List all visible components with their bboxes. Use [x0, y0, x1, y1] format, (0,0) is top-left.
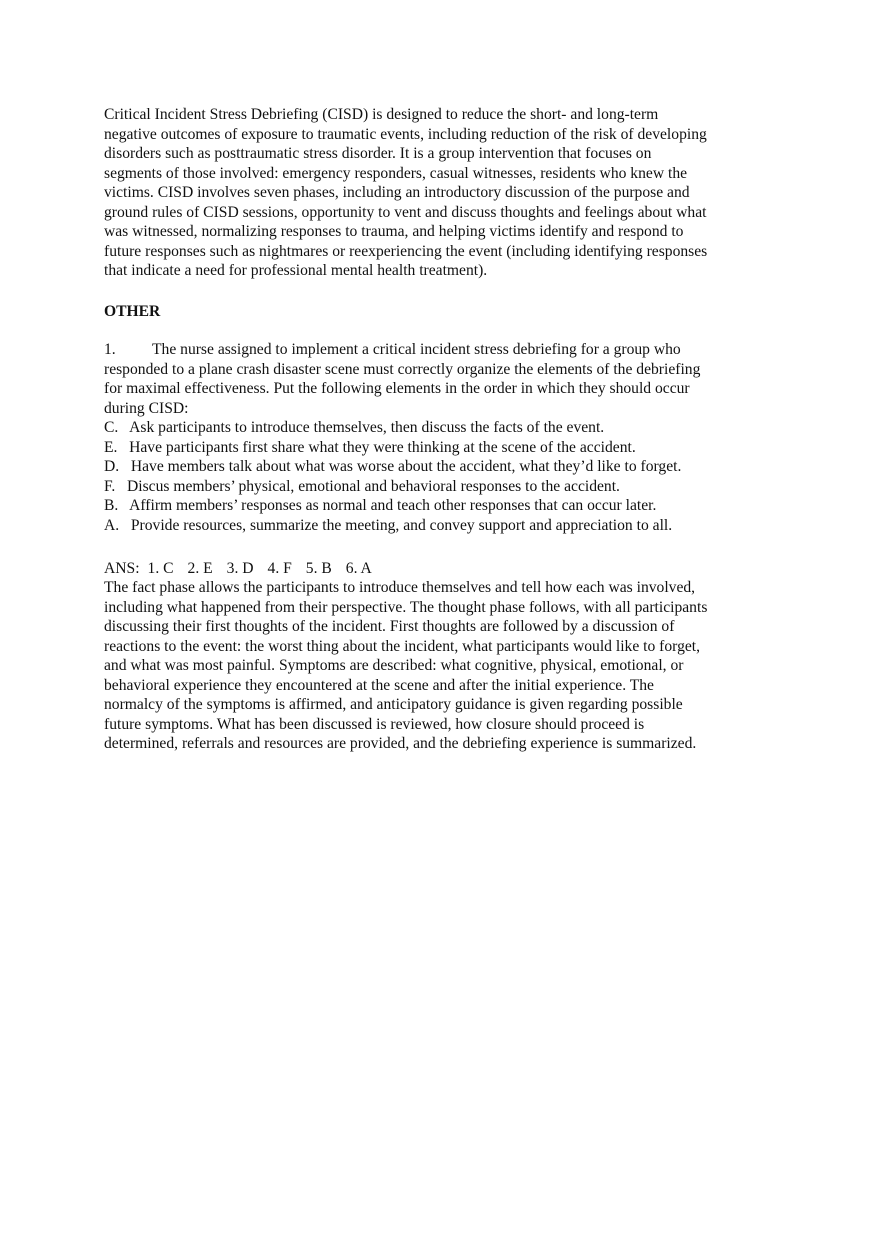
- answer-label: ANS:: [104, 560, 140, 577]
- answer-item: 6. A: [345, 560, 372, 577]
- option-item: B. Affirm members’ responses as normal and teach other responses that can occur later.: [104, 497, 657, 514]
- answer-item: 1. C: [147, 560, 174, 577]
- text-line: and what was most painful. Symptoms are described: what cognitive, physical, emotional, or: [104, 657, 684, 674]
- answer-key: [104, 559, 386, 579]
- answer-item: 2. E: [187, 560, 213, 577]
- answer-item: 5. B: [305, 560, 332, 577]
- text-line: future symptoms. What has been discussed is reviewed, how closure should proceed is: [104, 715, 645, 733]
- text-line: Critical Incident Stress Debriefing (CISD) is designed to reduce the short- and long-term: [104, 106, 659, 123]
- answer-item: 3. D: [226, 560, 254, 577]
- text-line: victims. CISD involves seven phases, including an introductory discussion of the purpose and: [104, 184, 690, 201]
- text-line: discussing their first thoughts of the incident. First thoughts are followed by a discussion of: [104, 618, 675, 635]
- text-line: disorders such as posttraumatic stress disorder. It is a group intervention that focuses on: [104, 145, 652, 162]
- text-line: that indicate a need for professional mental health treatment).: [104, 262, 488, 279]
- answer-item: 4. F: [267, 560, 292, 577]
- option-item: F. Discus members’ physical, emotional and behavioral responses to the accident.: [104, 477, 620, 495]
- option-item: C. Ask participants to introduce themselves, then discuss the facts of the event.: [104, 419, 605, 436]
- text-line: reactions to the event: the worst thing about the incident, what participants would like to forget,: [104, 637, 701, 655]
- text-line: segments of those involved: emergency responders, casual witnesses, residents who knew the: [104, 164, 688, 182]
- text-line: future responses such as nightmares or reexperiencing the event (including identifying responses: [104, 242, 708, 260]
- text-line: determined, referrals and resources are provided, and the debriefing experience is summarized.: [104, 735, 697, 752]
- text-line: The fact phase allows the participants to introduce themselves and tell how each was involved,: [104, 579, 696, 596]
- option-item: E. Have participants first share what they were thinking at the scene of the accident.: [104, 438, 636, 456]
- rationale-paragraph: [104, 578, 707, 754]
- text-line: was witnessed, normalizing responses to trauma, and helping victims identify and respond to: [104, 223, 684, 240]
- text-line: behavioral experience they encountered at the scene and after the initial experience. The: [104, 676, 654, 694]
- text-line: responded to a plane crash disaster scene must correctly organize the elements of the debriefing: [104, 360, 701, 378]
- option-item: D. Have members talk about what was worse about the accident, what they’d like to forget.: [104, 458, 682, 475]
- text-line: including what happened from their perspective. The thought phase follows, with all participants: [104, 598, 708, 616]
- question-number: 1.: [104, 341, 116, 358]
- text-line: ground rules of CISD sessions, opportunity to vent and discuss thoughts and feelings about what: [104, 203, 707, 221]
- question-first-line: [104, 340, 700, 360]
- section-heading: OTHER: [104, 303, 161, 320]
- question: [104, 340, 700, 535]
- text-line: during CISD:: [104, 399, 189, 417]
- text-line: negative outcomes of exposure to traumatic events, including reduction of the risk of developing: [104, 125, 707, 143]
- question-stem: The nurse assigned to implement a critical incident stress debriefing for a group who: [152, 341, 681, 358]
- text-line: normalcy of the symptoms is affirmed, and anticipatory guidance is given regarding possible: [104, 696, 683, 713]
- intro-paragraph: [104, 105, 707, 281]
- option-item: A. Provide resources, summarize the meeting, and convey support and appreciation to all.: [104, 516, 673, 534]
- text-line: for maximal effectiveness. Put the following elements in the order in which they should occur: [104, 380, 690, 397]
